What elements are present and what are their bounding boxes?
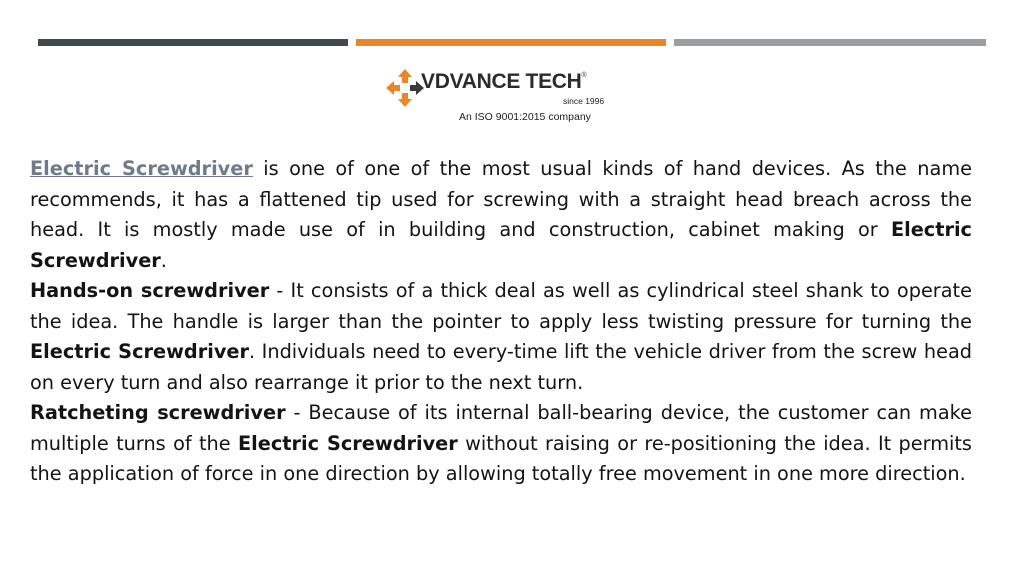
electric-screwdriver-link[interactable]: Electric Screwdriver <box>30 157 253 180</box>
top-decorative-bars <box>38 39 986 46</box>
since-text: since 1996 <box>563 96 605 106</box>
paragraph-ratcheting-screwdriver: Ratcheting screwdriver - Because of its internal ball-bearing device, the customer can make multiple turns of the Electric Screwdriver without raising or re-positioning the idea. It permits the application of force in one direction by allowing totally free movement in one more direction. <box>30 401 972 485</box>
paragraph-hands-on-screwdriver: Hands-on screwdriver - It consists of a thick deal as well as cylindrical steel shank to operate the idea. The handle is larger than the pointer to apply less twisting pressure for turning the Electric Screwdriver. Individuals need to every-time lift the vehicle driver from the screw head on every turn and also rearrange it prior to the next turn. <box>30 279 972 394</box>
four-arrows-logo-icon <box>385 68 425 108</box>
top-bar-dark <box>38 39 348 46</box>
brand-name: VDVANCE TECH® <box>421 70 587 93</box>
top-bar-gray <box>674 39 986 46</box>
paragraph-electric-screwdriver: Electric Screwdriver is one of one of the most usual kinds of hand devices. As the name recommends, it has a flattened tip used for screwing with a straight head breach across the head. It is mostly made use of in building and construction, cabinet making or Electric Screwdriver. <box>30 157 972 272</box>
ratcheting-heading: Ratcheting screwdriver <box>30 401 286 424</box>
top-bar-orange <box>356 39 666 46</box>
company-logo <box>385 66 625 126</box>
article-body <box>30 154 972 490</box>
iso-certification-text: An ISO 9001:2015 company <box>459 111 591 123</box>
hands-on-heading: Hands-on screwdriver <box>30 279 270 302</box>
